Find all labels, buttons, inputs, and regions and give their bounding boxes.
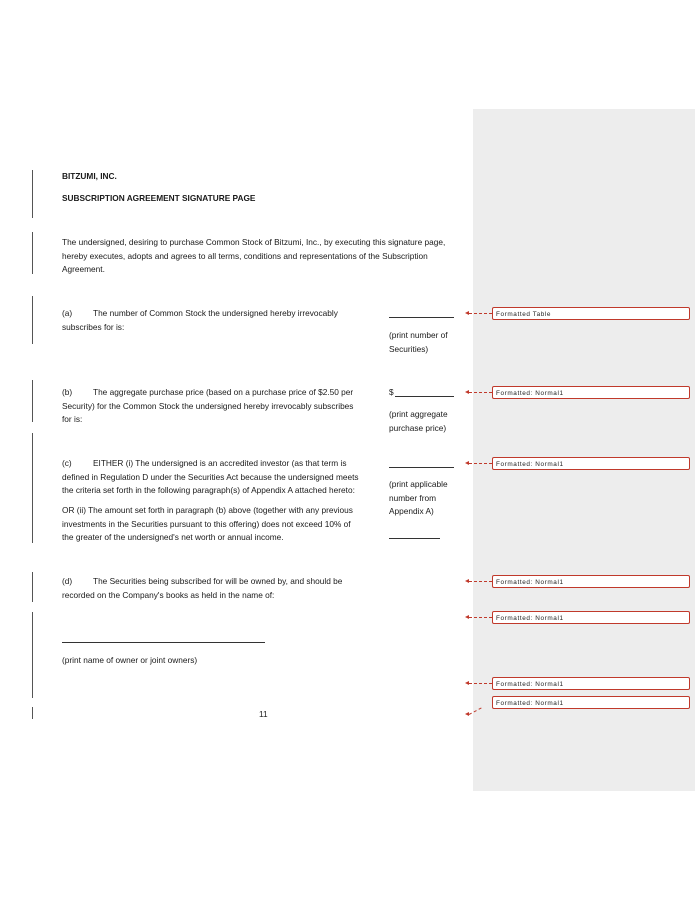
balloon-formatted-normal[interactable]: Formatted: Normal1 [492, 457, 690, 470]
change-bar [32, 433, 33, 543]
item-c-blank[interactable] [389, 467, 454, 468]
connector-line [469, 617, 492, 618]
balloon-formatted-table[interactable]: Formatted Table [492, 307, 690, 320]
balloon-formatted-normal[interactable]: Formatted: Normal1 [492, 575, 690, 588]
owner-caption: (print name of owner or joint owners) [62, 655, 198, 665]
item-c-caption: (print applicable number from Appendix A) [389, 479, 448, 516]
change-bar [32, 232, 33, 274]
item-c-text: EITHER (i) The undersigned is an accredited investor (as that term is defined in Regulation D under the Securities Act because the undersigned meets the criteria set forth in the following paragraph(s) of Appendix A attached hereto: [62, 458, 359, 495]
item-c-or-text: OR (ii) The amount set forth in paragraph (b) above (together with any previous investments in the Securities pursuant to this offering) does not exceed 10% of the greater of the undersigned's net worth or annual income. [62, 505, 353, 542]
page-title: SUBSCRIPTION AGREEMENT SIGNATURE PAGE [62, 193, 256, 203]
item-d-text: The Securities being subscribed for will be owned by, and should be recorded on the Company's books as held in the name of: [62, 576, 343, 600]
item-d-label: (d) [62, 576, 73, 586]
balloon-formatted-normal[interactable]: Formatted: Normal1 [492, 696, 690, 709]
change-bar [32, 380, 33, 422]
change-bar [32, 170, 33, 218]
page-number: 11 [259, 709, 268, 719]
change-bar [32, 572, 33, 602]
item-a-text: The number of Common Stock the undersigned hereby irrevocably subscribes for is: [62, 308, 338, 332]
balloon-formatted-normal[interactable]: Formatted: Normal1 [492, 677, 690, 690]
balloon-formatted-normal[interactable]: Formatted: Normal1 [492, 611, 690, 624]
item-a-blank[interactable] [389, 317, 454, 318]
connector-line [469, 683, 492, 684]
change-bar [32, 612, 33, 698]
company-name: BITZUMI, INC. [62, 171, 117, 181]
connector-line [469, 313, 492, 314]
connector-line [469, 581, 492, 582]
item-b-label: (b) [62, 387, 73, 397]
item-c-label: (c) [62, 458, 72, 468]
item-a-caption: (print number of Securities) [389, 330, 448, 354]
connector-line [469, 392, 492, 393]
balloon-formatted-normal[interactable]: Formatted: Normal1 [492, 386, 690, 399]
owner-name-blank[interactable] [62, 642, 265, 643]
item-b-blank[interactable] [395, 396, 454, 397]
item-b-text: The aggregate purchase price (based on a purchase price of $2.50 per Security) for the Common Stock the undersigned hereby irrevocably subscribes for is: [62, 387, 354, 424]
connector-line [469, 463, 492, 464]
item-b-dollar: $ [389, 387, 394, 397]
intro-paragraph: The undersigned, desiring to purchase Common Stock of Bitzumi, Inc., by executing this signature page, hereby executes, adopts and agrees to all terms, conditions and representations of the Subscription Agreement. [62, 237, 446, 274]
item-a-label: (a) [62, 308, 73, 318]
change-bar [32, 296, 33, 344]
item-b-caption: (print aggregate purchase price) [389, 409, 448, 433]
change-bar [32, 707, 33, 719]
item-c-blank-2[interactable] [389, 538, 440, 539]
